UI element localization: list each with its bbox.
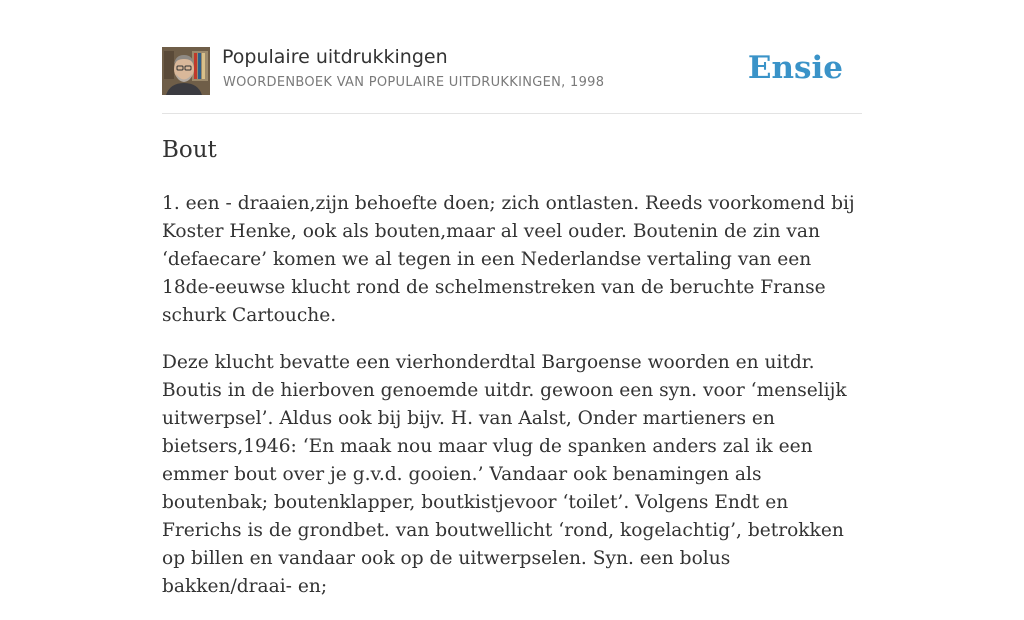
brand-logo-link[interactable]: Ensie — [747, 50, 843, 86]
entry-paragraph: 1. een - draaien,zijn behoefte doen; zich ontlasten. Reeds voorkomend bij Koster Henke, ook als bouten,maar al veel ouder. Boutenin de zin van ‘defaecare’ komen we al tegen in een Nederlandse vertaling van een 18de-eeuwse klucht rond de schelmenstreken van de beruchte Franse schurk Cartouche. — [162, 193, 855, 326]
dictionary-header — [162, 46, 862, 96]
dictionary-subtitle: WOORDENBOEK VAN POPULAIRE UITDRUKKINGEN, 1998 — [223, 75, 605, 90]
author-avatar[interactable] — [162, 47, 210, 95]
entry-title: Bout — [162, 137, 217, 163]
dictionary-title[interactable]: Populaire uitdrukkingen — [222, 46, 448, 68]
entry-body — [162, 190, 864, 620]
author-portrait-icon — [162, 47, 210, 95]
header-divider — [162, 113, 862, 114]
entry-paragraph: Deze klucht bevatte een vierhonderdtal Bargoense woorden en uitdr. Boutis in de hierboven genoemde uitdr. gewoon een syn. voor ‘menselijk uitwerpsel’. Aldus ook bij bijv. H. van Aalst, Onder martieners en bietsers,1946: ‘En maak nou maar vlug de spanken anders zal ik een emmer bout over je g.v.d. gooien.’ Vandaar ook benamingen als boutenbak; boutenklapper, boutkistjevoor ‘toilet’. Volgens Endt en Frerichs is de grondbet. van boutwellicht ‘rond, kogelachtig’, betrokken op billen en vandaar ook op de uitwerpselen. Syn. een bolus bakken/draai- en; — [162, 352, 847, 597]
